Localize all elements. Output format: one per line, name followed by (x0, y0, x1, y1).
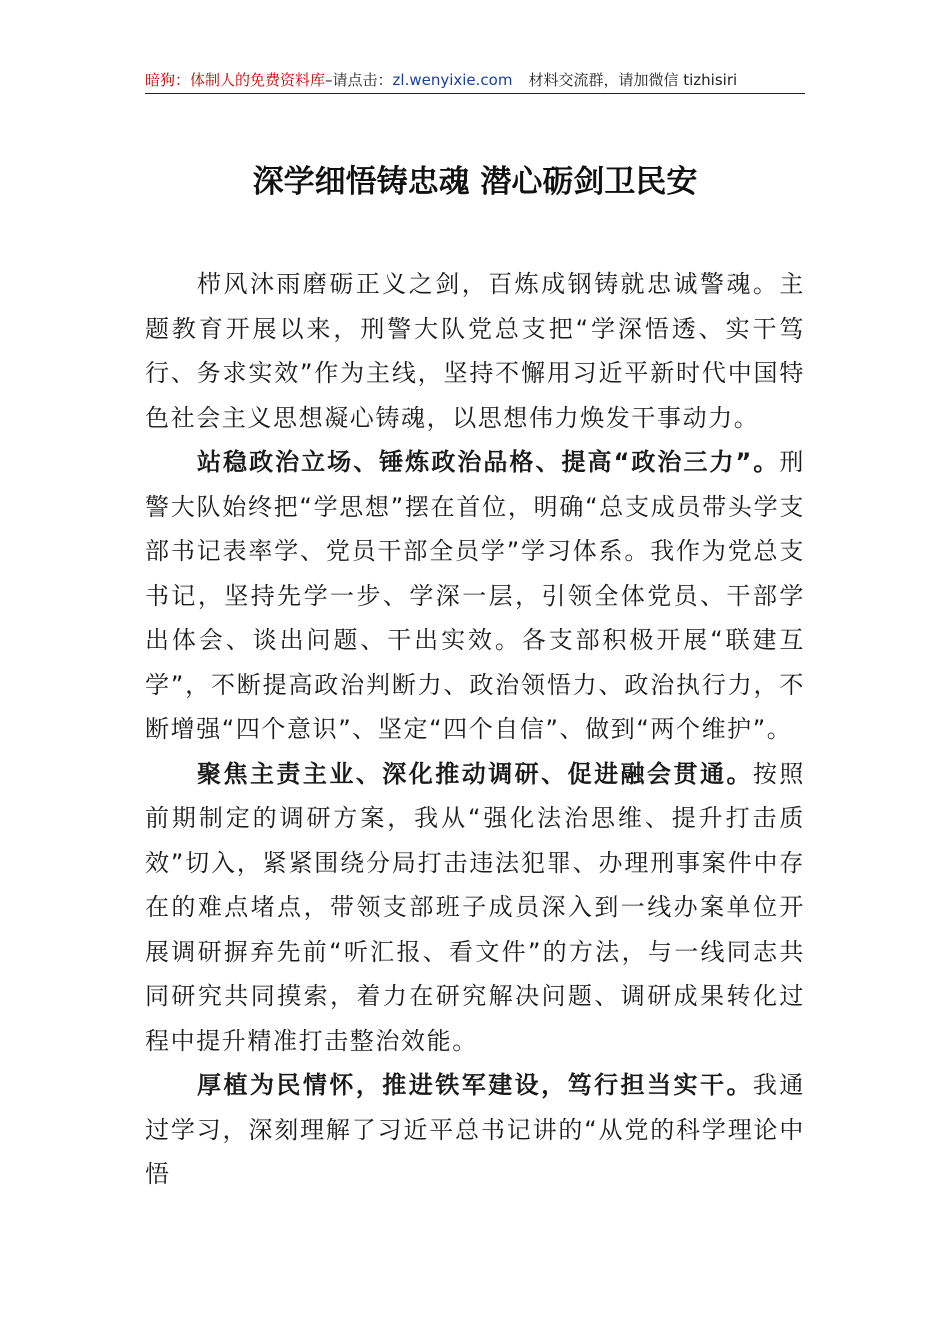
paragraph-political (145, 440, 805, 752)
paragraph-intro (145, 262, 805, 440)
header-site-label: 暗狗：体制人的免费资料库 (145, 71, 326, 89)
paragraph-lead: 聚焦主责主业、深化推动调研、促进融会贯通。 (197, 759, 753, 788)
paragraph-text: 栉风沐雨磨砺正义之剑，百炼成钢铸就忠诚警魂。主题教育开展以来，刑警大队党总支把“学深悟透、实干笃行、务求实效”作为主线，坚持不懈用习近平新时代中国特色社会主义思想凝心铸魂，以思想伟力焕发干事动力。 (145, 270, 805, 432)
page-header (145, 68, 805, 92)
header-click-prompt: –请点击： (325, 71, 393, 89)
paragraph-research (145, 752, 805, 1064)
header-group-note: 材料交流群，请加微信 tizhisiri (528, 71, 738, 89)
paragraph-people (145, 1063, 805, 1197)
header-url-link[interactable]: zl.wenyixie.com (392, 71, 513, 89)
document-body (145, 262, 805, 1197)
header-divider (145, 93, 805, 94)
paragraph-lead: 站稳政治立场、锤炼政治品格、提高“政治三力”。 (197, 448, 780, 476)
paragraph-text: 按照前期制定的调研方案，我从“强化法治思维、提升打击质效”切入，紧紧围绕分局打击违法犯罪、办理刑事案件中存在的难点堵点，带领支部班子成员深入到一线办案单位开展调研摒弃先前“听汇报、看文件”的方法，与一线同志共同研究共同摸索，着力在研究解决问题、调研成果转化过程中提升精准打击整治效能。 (145, 759, 805, 1055)
paragraph-text: 我通过学习，深刻理解了习近平总书记讲的“从党的科学理论中悟 (145, 1071, 805, 1188)
document-title: 深学细悟铸忠魂 潜心砺剑卫民安 (252, 164, 698, 200)
paragraph-lead: 厚植为民情怀，推进铁军建设，笃行担当实干。 (197, 1071, 753, 1099)
paragraph-text: 刑警大队始终把“学思想”摆在首位，明确“总支成员带头学支部书记表率学、党员干部全员学”学习体系。我作为党总支书记，坚持先学一步、学深一层，引领全体党员、干部学出体会、谈出问题、干出实效。各支部积极开展“联建互学”，不断提高政治判断力、政治领悟力、政治执行力，不断增强“四个意识”、坚定“四个自信”、做到“两个维护”。 (145, 448, 805, 743)
